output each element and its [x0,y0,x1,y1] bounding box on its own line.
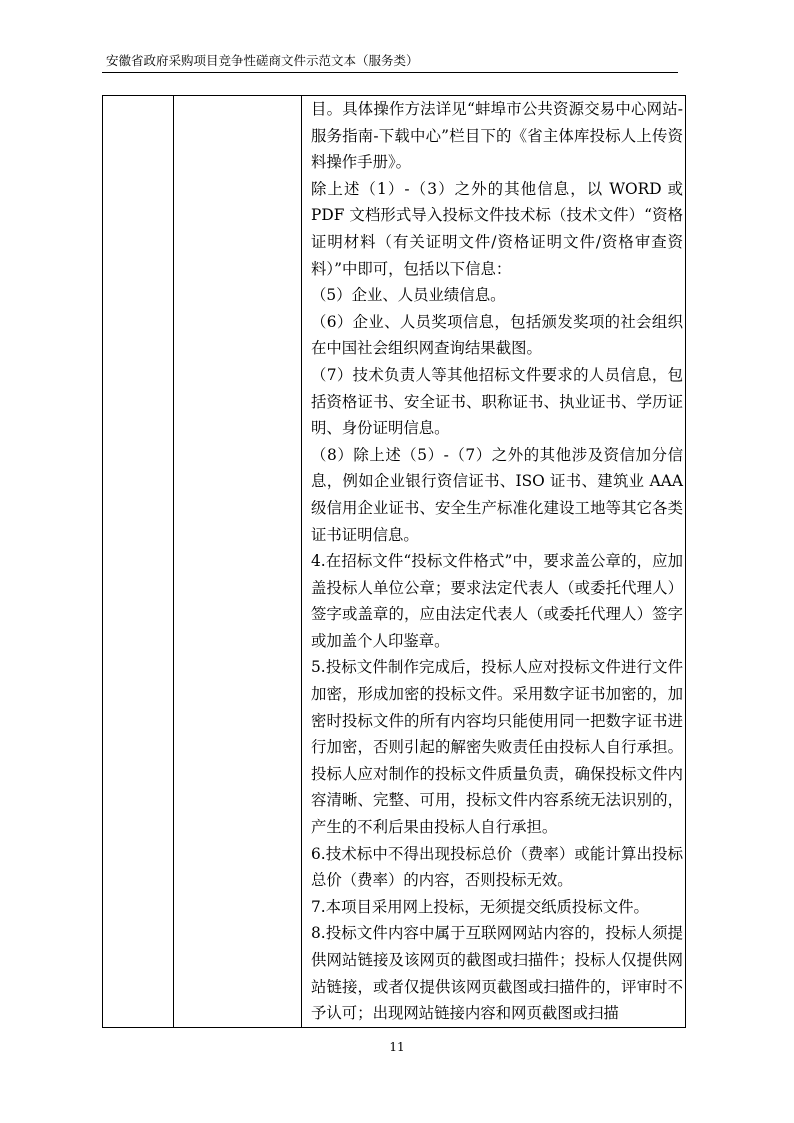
column-divider-1 [173,96,174,1027]
paragraph-item-5: （5）企业、人员业绩信息。 [311,286,506,305]
paragraph-item-6: （6）企业、人员奖项信息，包括颁发奖项的社会组织在中国社会组织网查询结果截图。 [311,312,683,358]
paragraph-rule-5: 5.投标文件制作完成后，投标人应对投标文件进行文件加密，形成加密的投标文件。采用数字证书加密的，加密时投标文件的所有内容均只能使用同一把数字证书进行加密，否则引起的解密失败责任由投标人自行承担。投标人应对制作的投标文件质量负责，确保投标文件内容清晰、完整、可用，投标文件内容系统无法识别的，产生的不利后果由投标人自行承担。 [311,658,683,837]
paragraph-rule-6: 6.技术标中不得出现投标总价（费率）或能计算出投标总价（费率）的内容，否则投标无效。 [311,844,683,890]
paragraph-item-7: （7）技术负责人等其他招标文件要求的人员信息，包括资格证书、安全证书、职称证书、执业证书、学历证明、身份证明信息。 [311,365,683,438]
paragraph-rule-8: 8.投标文件内容中属于互联网网站内容的，投标人须提供网站链接及该网页的截图或扫描件；投标人仅提供网站链接，或者仅提供该网页截图或扫描件的，评审时不予认可；出现网站链接内容和网页截图或扫描 [311,924,683,1023]
document-title: 安徽省政府采购项目竞争性磋商文件示范文本（服务类） [106,53,419,68]
paragraph-rule-4: 4.在招标文件“投标文件格式”中，要求盖公章的，应加盖投标人单位公章；要求法定代表人（或委托代理人）签字或盖章的，应由法定代表人（或委托代理人）签字或加盖个人印鉴章。 [311,552,683,650]
content-table [102,95,686,1028]
page-number: 11 [389,1040,405,1054]
page-header [106,52,678,70]
column-divider-2 [301,96,302,1027]
content-cell [311,96,683,1027]
paragraph-item-8: （8）除上述（5）-（7）之外的其他涉及资信加分信息，例如企业银行资信证书、ISO 证书、建筑业 AAA 级信用企业证书、安全生产标准化建设工地等其它各类证书证明信息。 [311,445,683,544]
paragraph-rule-7: 7.本项目采用网上投标，无须提交纸质投标文件。 [311,897,649,916]
header-divider [102,72,678,73]
paragraph-other-info: 除上述（1）-（3）之外的其他信息，以 WORD 或 PDF 文档形式导入投标文件技术标（技术文件）“资格证明材料（有关证明文件/资格证明文件/资格审查资料）”中即可，包括以下信息： [311,179,683,278]
paragraph-continuation: 目。具体操作方法详见“蚌埠市公共资源交易中心网站-服务指南-下载中心”栏目下的《省主体库投标人上传资料操作手册》。 [311,100,683,172]
